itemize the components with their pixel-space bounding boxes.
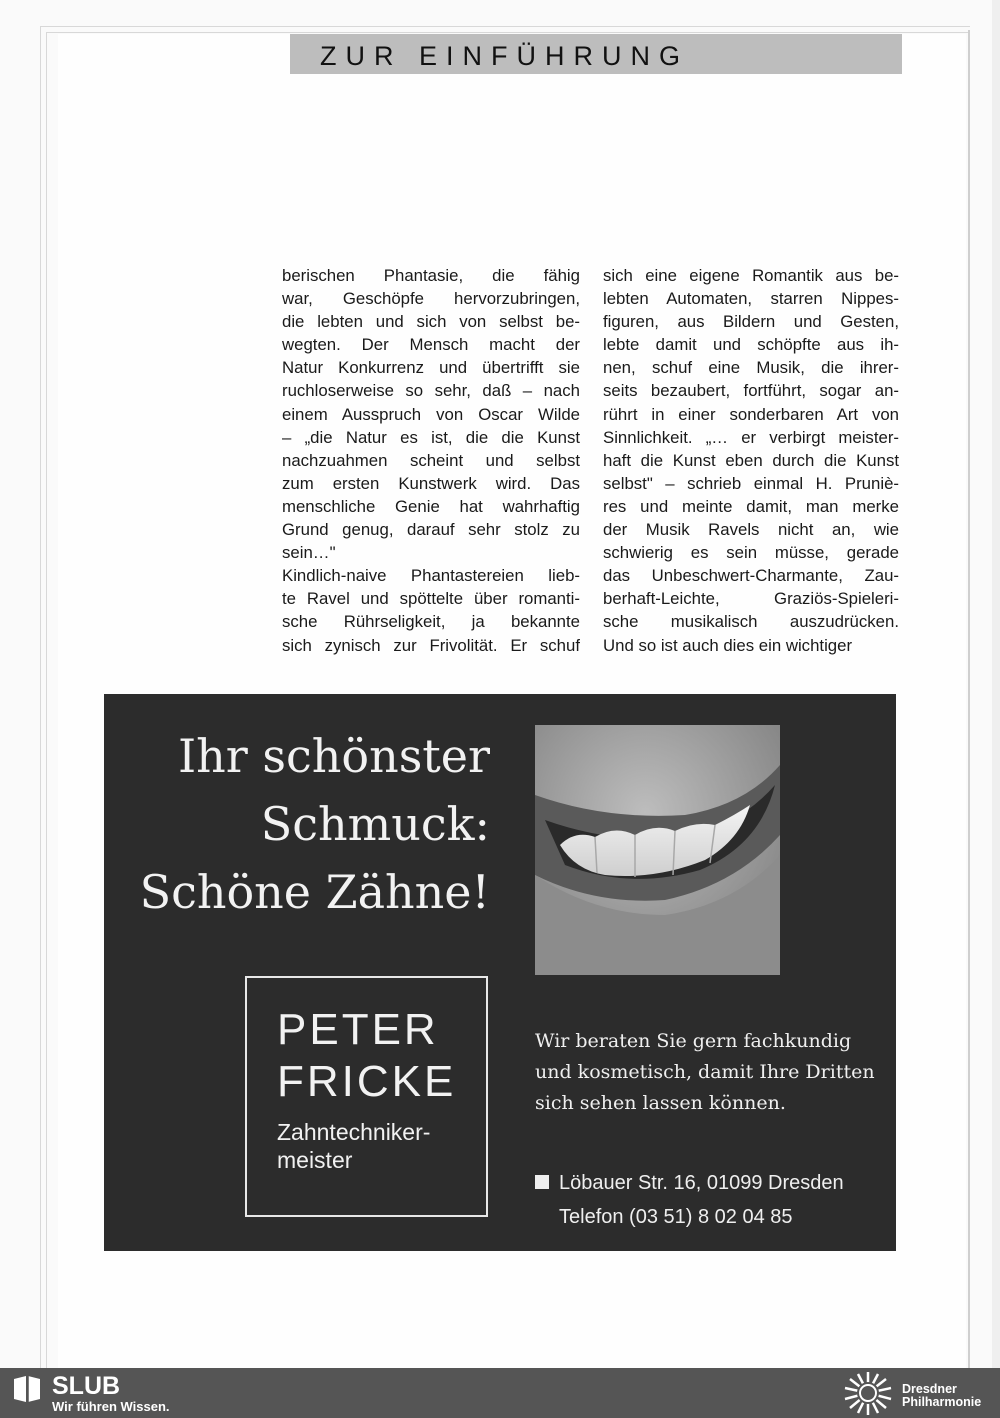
- text-line: Natur Konkurrenz und übertrifft sie: [282, 358, 580, 378]
- text-line: Und so ist auch dies ein wichtiger: [603, 635, 853, 655]
- text-line: menschliche Genie hat wahrhaftig: [282, 496, 580, 516]
- company-title-line: meister: [277, 1147, 353, 1173]
- ad-contact: [535, 1166, 885, 1234]
- text-line: lebte damit und schöpfte aus ih-: [603, 335, 899, 355]
- company-name: [277, 1004, 477, 1108]
- text-line: selbst" – schrieb einmal H. Pruniè-: [603, 473, 899, 493]
- text-line: war, Geschöpfe hervorzubringen,: [282, 289, 580, 309]
- text-line: berischen Phantasie, die fähig: [282, 266, 580, 285]
- text-line: sich zynisch zur Frivolität. Er schuf: [282, 635, 580, 655]
- slub-logo-icon: [12, 1375, 42, 1403]
- text-line: – „die Natur es ist, die die Kunst: [282, 427, 580, 447]
- ad-slogan-line: Wir beraten Sie gern fachkundig: [535, 1030, 852, 1052]
- ad-headline: [120, 722, 490, 926]
- text-line: Grund genug, darauf sehr stolz zu: [282, 520, 580, 540]
- library-name: SLUB: [52, 1372, 121, 1400]
- text-line: sich eine eigene Romantik aus be-: [603, 266, 899, 285]
- text-line: sein…": [282, 543, 336, 563]
- company-name-line: FRICKE: [277, 1057, 457, 1106]
- text-line: nen, schuf eine Musik, die ihrer-: [603, 358, 899, 378]
- smile-photo: [535, 725, 780, 975]
- address: Löbauer Str. 16, 01099 Dresden: [559, 1172, 844, 1194]
- page-edge: [968, 30, 970, 1370]
- text-line: nachzuahmen scheint und selbst: [282, 450, 580, 470]
- page-edge: [40, 26, 970, 27]
- text-line: Sinnlichkeit. „… er verbirgt meister-: [603, 427, 899, 447]
- text-line: res und meinte damit, man merke: [603, 496, 899, 516]
- library-tagline: Wir führen Wissen.: [52, 1399, 170, 1414]
- text-line: das Unbeschwert-Charmante, Zau-: [603, 566, 899, 586]
- article-column-left: [282, 264, 580, 657]
- page-edge: [992, 0, 1000, 1368]
- text-line: berhaft-Leichte, Graziös-Spieleri-: [603, 589, 899, 609]
- partner-name-line: Philharmonie: [902, 1395, 982, 1409]
- text-line: Kindlich-naive Phantastereien lieb-: [282, 566, 580, 586]
- phone: Telefon (03 51) 8 02 04 85: [559, 1206, 793, 1228]
- bullet-icon: [535, 1175, 549, 1189]
- text-line: ruchloserweise so sehr, daß – nach: [282, 381, 580, 401]
- section-title: ZUR EINFÜHRUNG: [320, 41, 689, 71]
- company-title: [277, 1118, 477, 1174]
- partner-name: [902, 1383, 981, 1409]
- text-line: seits bezaubert, fortführt, sogar an-: [603, 381, 899, 401]
- partner-name-line: Dresdner: [902, 1382, 957, 1396]
- philharmonie-logo-icon: [842, 1370, 894, 1416]
- text-line: einem Ausspruch von Oscar Wilde: [282, 404, 580, 424]
- page-edge: [46, 32, 47, 1370]
- text-line: schwierig es sein müsse, gerade: [603, 543, 899, 563]
- text-line: sche musikalisch auszudrücken.: [603, 612, 899, 632]
- ad-headline-line: Schöne Zähne!: [139, 865, 490, 919]
- text-line: die lebten und sich von selbst be-: [282, 312, 580, 332]
- text-line: wegten. Der Mensch macht der: [282, 335, 580, 355]
- text-line: lebten Automaten, starren Nippes-: [603, 289, 899, 309]
- text-line: haft die Kunst eben durch die Kunst: [603, 450, 899, 470]
- article-column-right: [603, 264, 899, 657]
- text-line: zum ersten Kunstwerk wird. Das: [282, 473, 580, 493]
- ad-headline-line: Ihr schönster: [177, 729, 490, 783]
- address-line: [535, 1166, 885, 1200]
- smile-image: [535, 725, 780, 975]
- text-line: der Musik Ravels nicht an, wie: [603, 520, 899, 540]
- ad-slogan: [535, 1026, 885, 1119]
- text-line: sche Rührseligkeit, ja bekannte: [282, 612, 580, 632]
- page-edge: [46, 32, 970, 33]
- company-name-line: PETER: [277, 1005, 439, 1054]
- ad-slogan-line: und kosmetisch, damit Ihre Dritten: [535, 1061, 875, 1083]
- company-logo-box: [245, 976, 488, 1217]
- ad-headline-line: Schmuck:: [260, 797, 490, 851]
- text-line: rührt in einer sonderbaren Art von: [603, 404, 899, 424]
- ad-slogan-line: sich sehen lassen können.: [535, 1092, 786, 1114]
- text-line: figuren, aus Bildern und Gesten,: [603, 312, 899, 332]
- page-edge: [40, 26, 41, 1370]
- text-line: te Ravel und spöttelte über romanti-: [282, 589, 580, 609]
- company-title-line: Zahntechniker-: [277, 1119, 431, 1145]
